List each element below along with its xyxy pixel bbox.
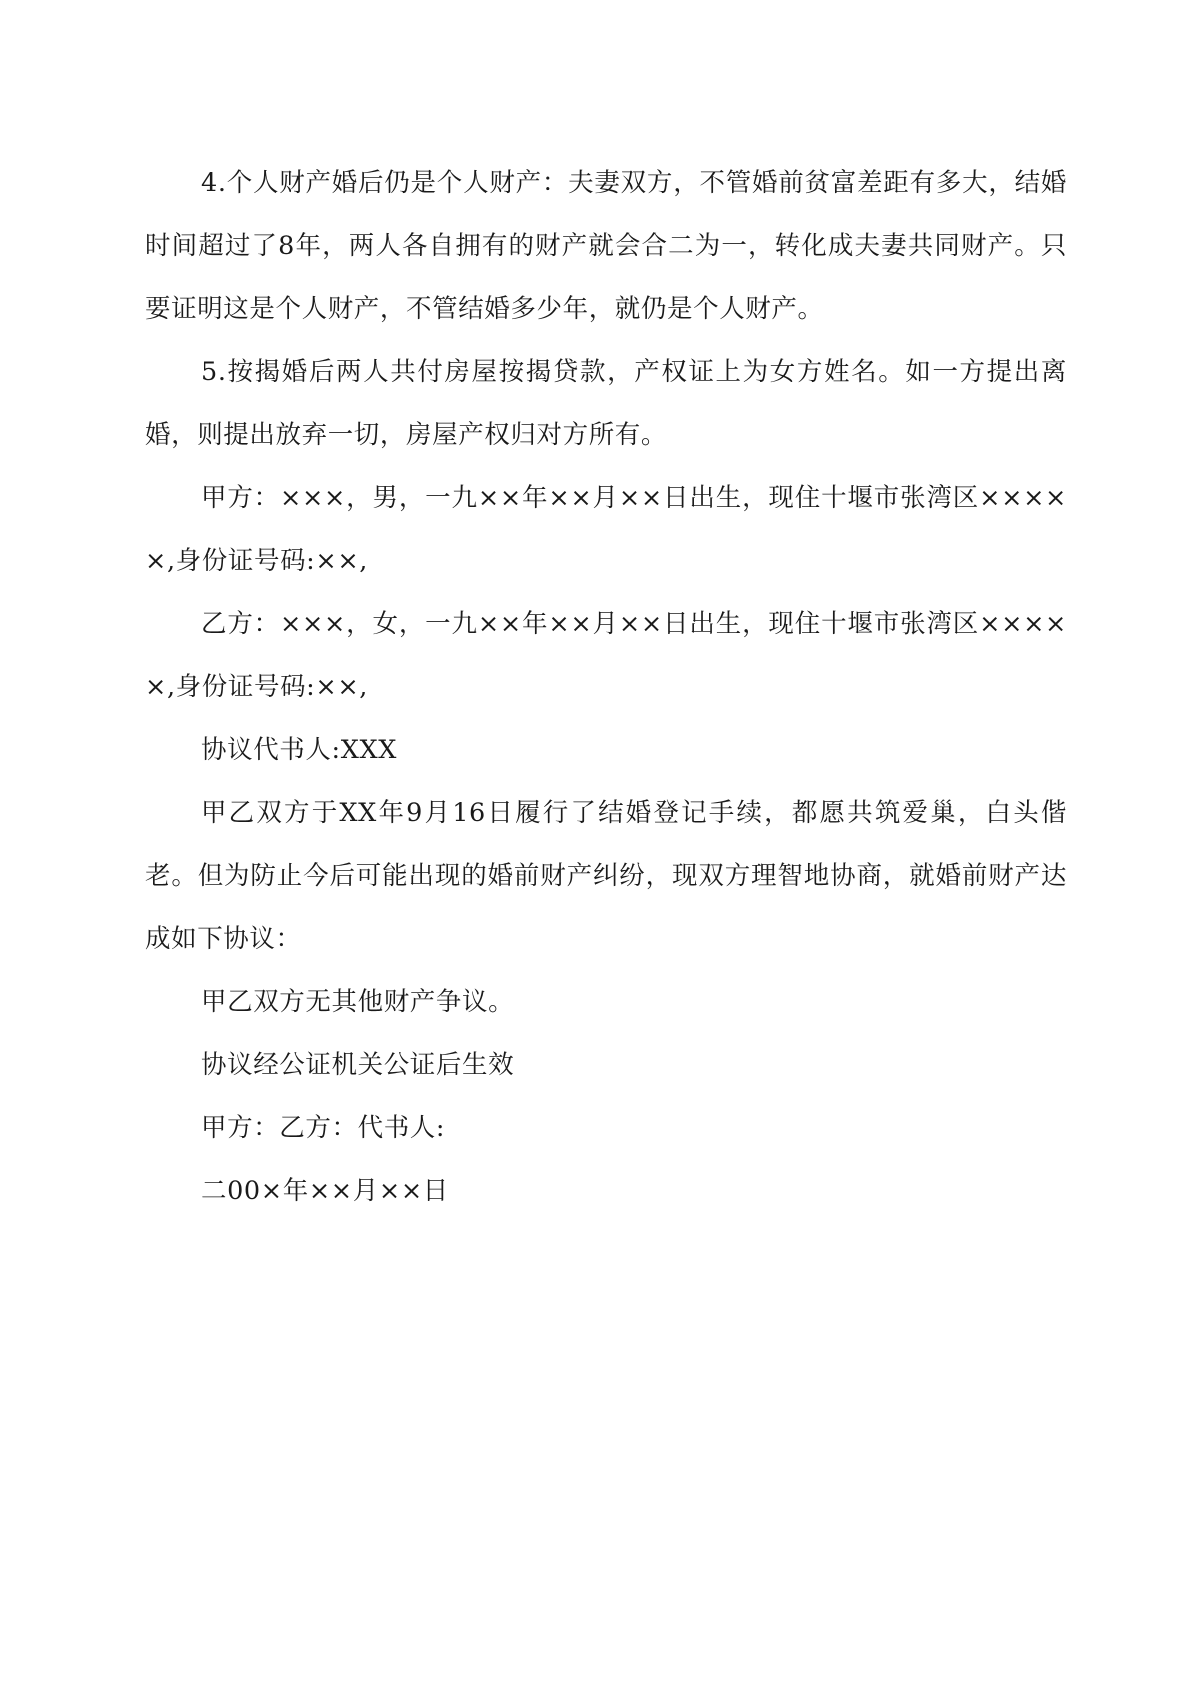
agreement-preamble: 甲乙双方于XX年9月16日履行了结婚登记手续，都愿共筑爱巢，白头偕老。但为防止今后可能出现的婚前财产纠纷，现双方理智地协商，就婚前财产达成如下协议： <box>145 798 1067 954</box>
clause-4-personal-property: 4.个人财产婚后仍是个人财产：夫妻双方，不管婚前贫富差距有多大，结婚时间超过了8年，两人各自拥有的财产就会合二为一，转化成夫妻共同财产。只要证明这是个人财产，不管结婚多少年，就仍是个人财产。 <box>145 168 1067 324</box>
notarization-clause: 协议经公证机关公证后生效 <box>201 1050 515 1080</box>
no-other-disputes: 甲乙双方无其他财产争议。 <box>201 987 515 1017</box>
party-a-info: 甲方：×××，男，一九××年××月××日出生，现住十堰市张湾区×××××,身份证号码:××, <box>145 483 1067 576</box>
agreement-drafter: 协议代书人:XXX <box>201 735 397 765</box>
date-line: 二00×年××月××日 <box>201 1176 449 1206</box>
signature-line: 甲方：乙方：代书人: <box>201 1113 446 1143</box>
party-b-info: 乙方：×××，女，一九××年××月××日出生，现住十堰市张湾区×××××,身份证号码:××, <box>145 609 1067 702</box>
document-body <box>145 152 1067 1223</box>
clause-5-mortgage: 5.按揭婚后两人共付房屋按揭贷款，产权证上为女方姓名。如一方提出离婚，则提出放弃一切，房屋产权归对方所有。 <box>145 357 1067 450</box>
